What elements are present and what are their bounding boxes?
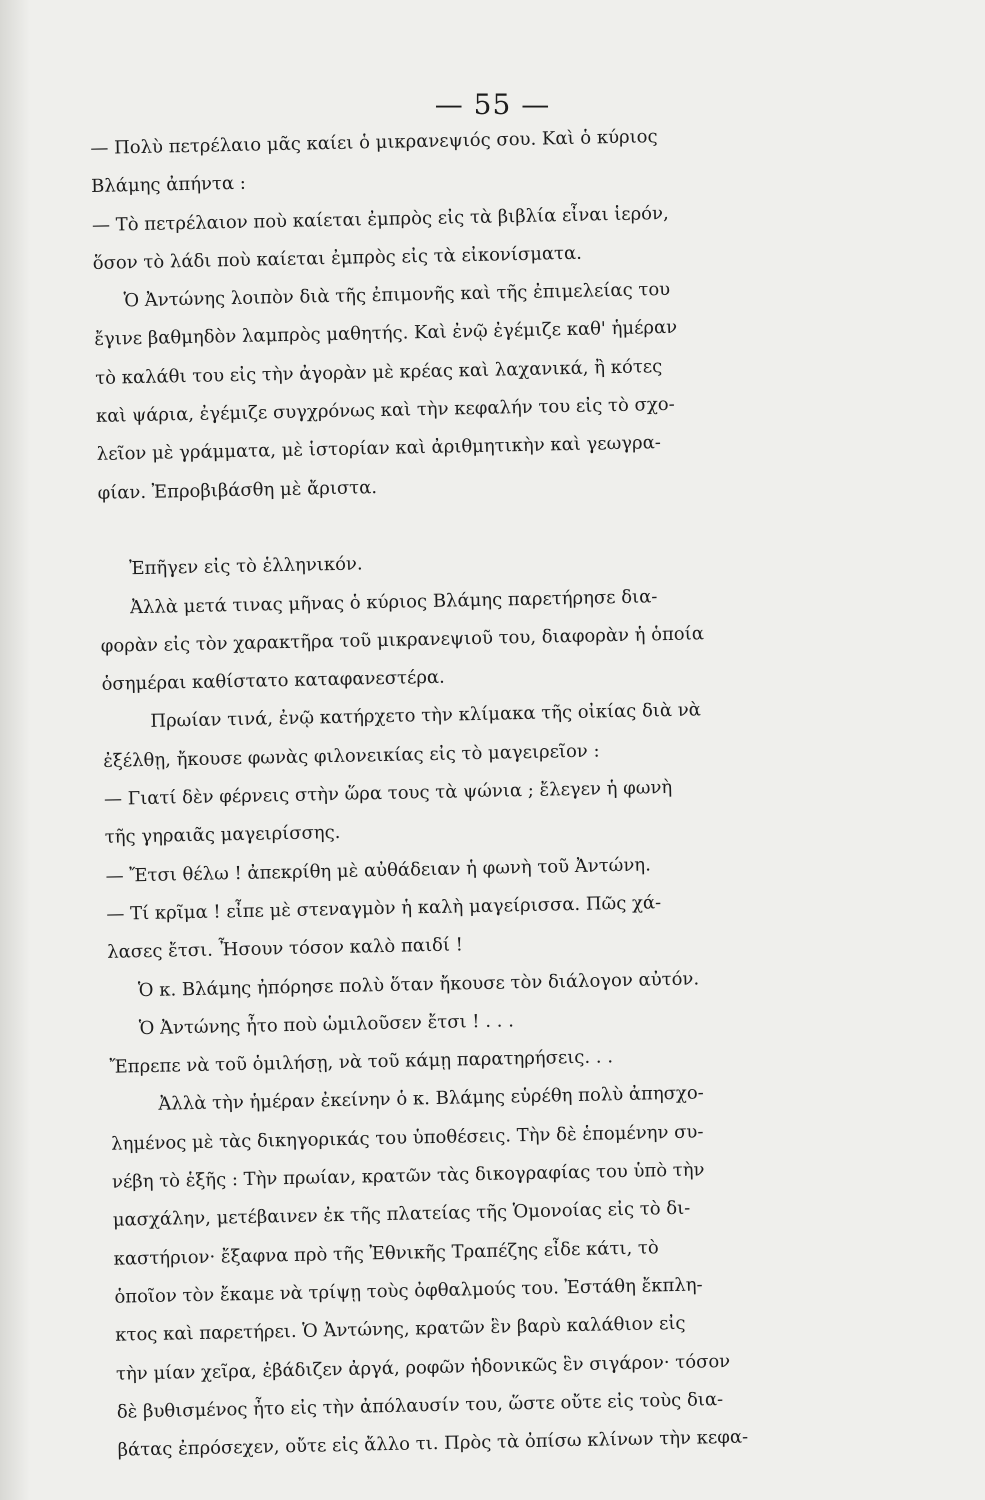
text-line: φίαν. Ἐπροβιβάσθη μὲ ἄριστα.: [97, 476, 378, 504]
text-line: Ἐπῆγεν εἰς τὸ ἑλληνικόν.: [128, 553, 363, 580]
text-line: — Πολὺ πετρέλαιο μᾶς καίει ὁ μικρανεψιός σου. Καὶ ὁ κύριος: [90, 126, 658, 159]
text-line: φορὰν εἰς τὸν χαρακτῆρα τοῦ μικρανεψιοῦ του, διαφορὰν ἡ ὁποία: [100, 623, 705, 657]
text-line: βάτας ἐπρόσεχεν, οὔτε εἰς ἄλλο τι. Πρὸς τὰ ὀπίσω κλίνων τὴν κεφα-: [117, 1426, 749, 1461]
text-line: ὅσον τὸ λάδι ποὺ καίεται ἐμπρὸς εἰς τὰ εἰκονίσματα.: [92, 242, 583, 274]
text-line: Ἀλλὰ μετά τινας μῆνας ὁ κύριος Βλάμης παρετήρησε δια-: [129, 585, 658, 618]
text-line: καὶ ψάρια, ἐγέμιζε συγχρόνως καὶ τὴν κεφαλήν του εἰς τὸ σχο-: [95, 393, 675, 428]
text-line: δὲ βυθισμένος ἦτο εἰς τὴν ἀπόλαυσίν του, ὥστε οὔτε εἰς τοὺς δια-: [116, 1388, 724, 1423]
text-line: Ὁ Ἀντώνης ἦτο ποὺ ὡμιλοῦσεν ἔτσι ! . . .: [138, 1010, 515, 1040]
page-number: — 55 —: [434, 88, 551, 121]
text-line: Πρωίαν τινά, ἐνῷ κατήρχετο τὴν κλίμακα τῆς οἰκίας διὰ νὰ: [150, 699, 702, 733]
text-line: τῆς γηραιᾶς μαγειρίσσης.: [104, 822, 341, 849]
text-line: τὸ καλάθι του εἰς τὴν ἀγορὰν μὲ κρέας καὶ λαχανικά, ἢ κότες: [94, 355, 663, 389]
text-line: καστήριον· ἔξαφνα πρὸ τῆς Ἐθνικῆς Τραπέζης εἶδε κάτι, τὸ: [113, 1236, 659, 1270]
text-line: Ἔπρεπε νὰ τοῦ ὁμιλήσῃ, νὰ τοῦ κάμῃ παρατηρήσεις. . .: [109, 1046, 614, 1078]
page-edge: [0, 0, 30, 1500]
text-line: κτος καὶ παρετήρει. Ὁ Ἀντώνης, κρατῶν ἓν βαρὺ καλάθιον εἰς: [115, 1312, 686, 1346]
text-line: ἐξέλθῃ, ἤκουσε φωνὰς φιλονεικίας εἰς τὸ μαγειρεῖον :: [103, 740, 600, 772]
text-line: ἔγινε βαθμηδὸν λαμπρὸς μαθητής. Καὶ ἐνῷ ἐγέμιζε καθ' ἡμέραν: [94, 317, 678, 351]
text-line: Ὁ κ. Βλάμης ἠπόρησε πολὺ ὅταν ἤκουσε τὸν διάλογον αὐτόν.: [137, 967, 700, 1001]
text-line: ὁσημέραι καθίστατο καταφανεστέρα.: [101, 666, 446, 696]
text-line: νέβη τὸ ἑξῆς : Τὴν πρωίαν, κρατῶν τὰς δικογραφίας του ὑπὸ τὴν: [111, 1159, 705, 1193]
text-line: Ἀλλὰ τὴν ἡμέραν ἐκείνην ὁ κ. Βλάμης εὑρέθη πολὺ ἀπησχο-: [158, 1082, 704, 1116]
text-line: λασες ἔτσι. Ἦσουν τόσον καλὸ παιδί !: [107, 934, 464, 964]
text-line: — Τὸ πετρέλαιον ποὺ καίεται ἐμπρὸς εἰς τὰ βιβλία εἶναι ἱερόν,: [91, 202, 669, 236]
text-line: μασχάλην, μετέβαινεν ἐκ τῆς πλατείας τῆς Ὁμονοίας εἰς τὸ δι-: [112, 1197, 691, 1232]
text-line: — Γιατί δὲν φέρνεις στὴν ὥρα τους τὰ ψώνια ; ἔλεγεν ἡ φωνὴ: [103, 777, 673, 810]
body-text: [90, 113, 938, 1470]
text-line: λημένος μὲ τὰς δικηγορικάς του ὑποθέσεις. Τὴν δὲ ἑπομένην συ-: [111, 1121, 704, 1155]
text-line: λεῖον μὲ γράμματα, μὲ ἱστορίαν καὶ ἀριθμητικὴν καὶ γεωγρα-: [96, 432, 662, 466]
text-line: Βλάμης ἀπήντα :: [90, 173, 247, 198]
text-line: ὁποῖον τὸν ἔκαμε νὰ τρίψῃ τοὺς ὀφθαλμούς του. Ἐστάθη ἔκπλη-: [114, 1274, 703, 1308]
text-line: — Τί κρῖμα ! εἶπε μὲ στεναγμὸν ἡ καλὴ μαγείρισσα. Πῶς χά-: [106, 892, 662, 925]
text-line: Ὁ Ἀντώνης λοιπὸν διὰ τῆς ἐπιμονῆς καὶ τῆς ἐπιμελείας του: [123, 279, 671, 312]
text-line: τὴν μίαν χεῖρα, ἐβάδιζεν ἀργά, ροφῶν ἡδονικῶς ἓν σιγάρον· τόσον: [115, 1350, 731, 1385]
text-line: — Ἔτσι θέλω ! ἀπεκρίθη μὲ αὐθάδειαν ἡ φωνὴ τοῦ Ἀντώνη.: [105, 854, 652, 887]
